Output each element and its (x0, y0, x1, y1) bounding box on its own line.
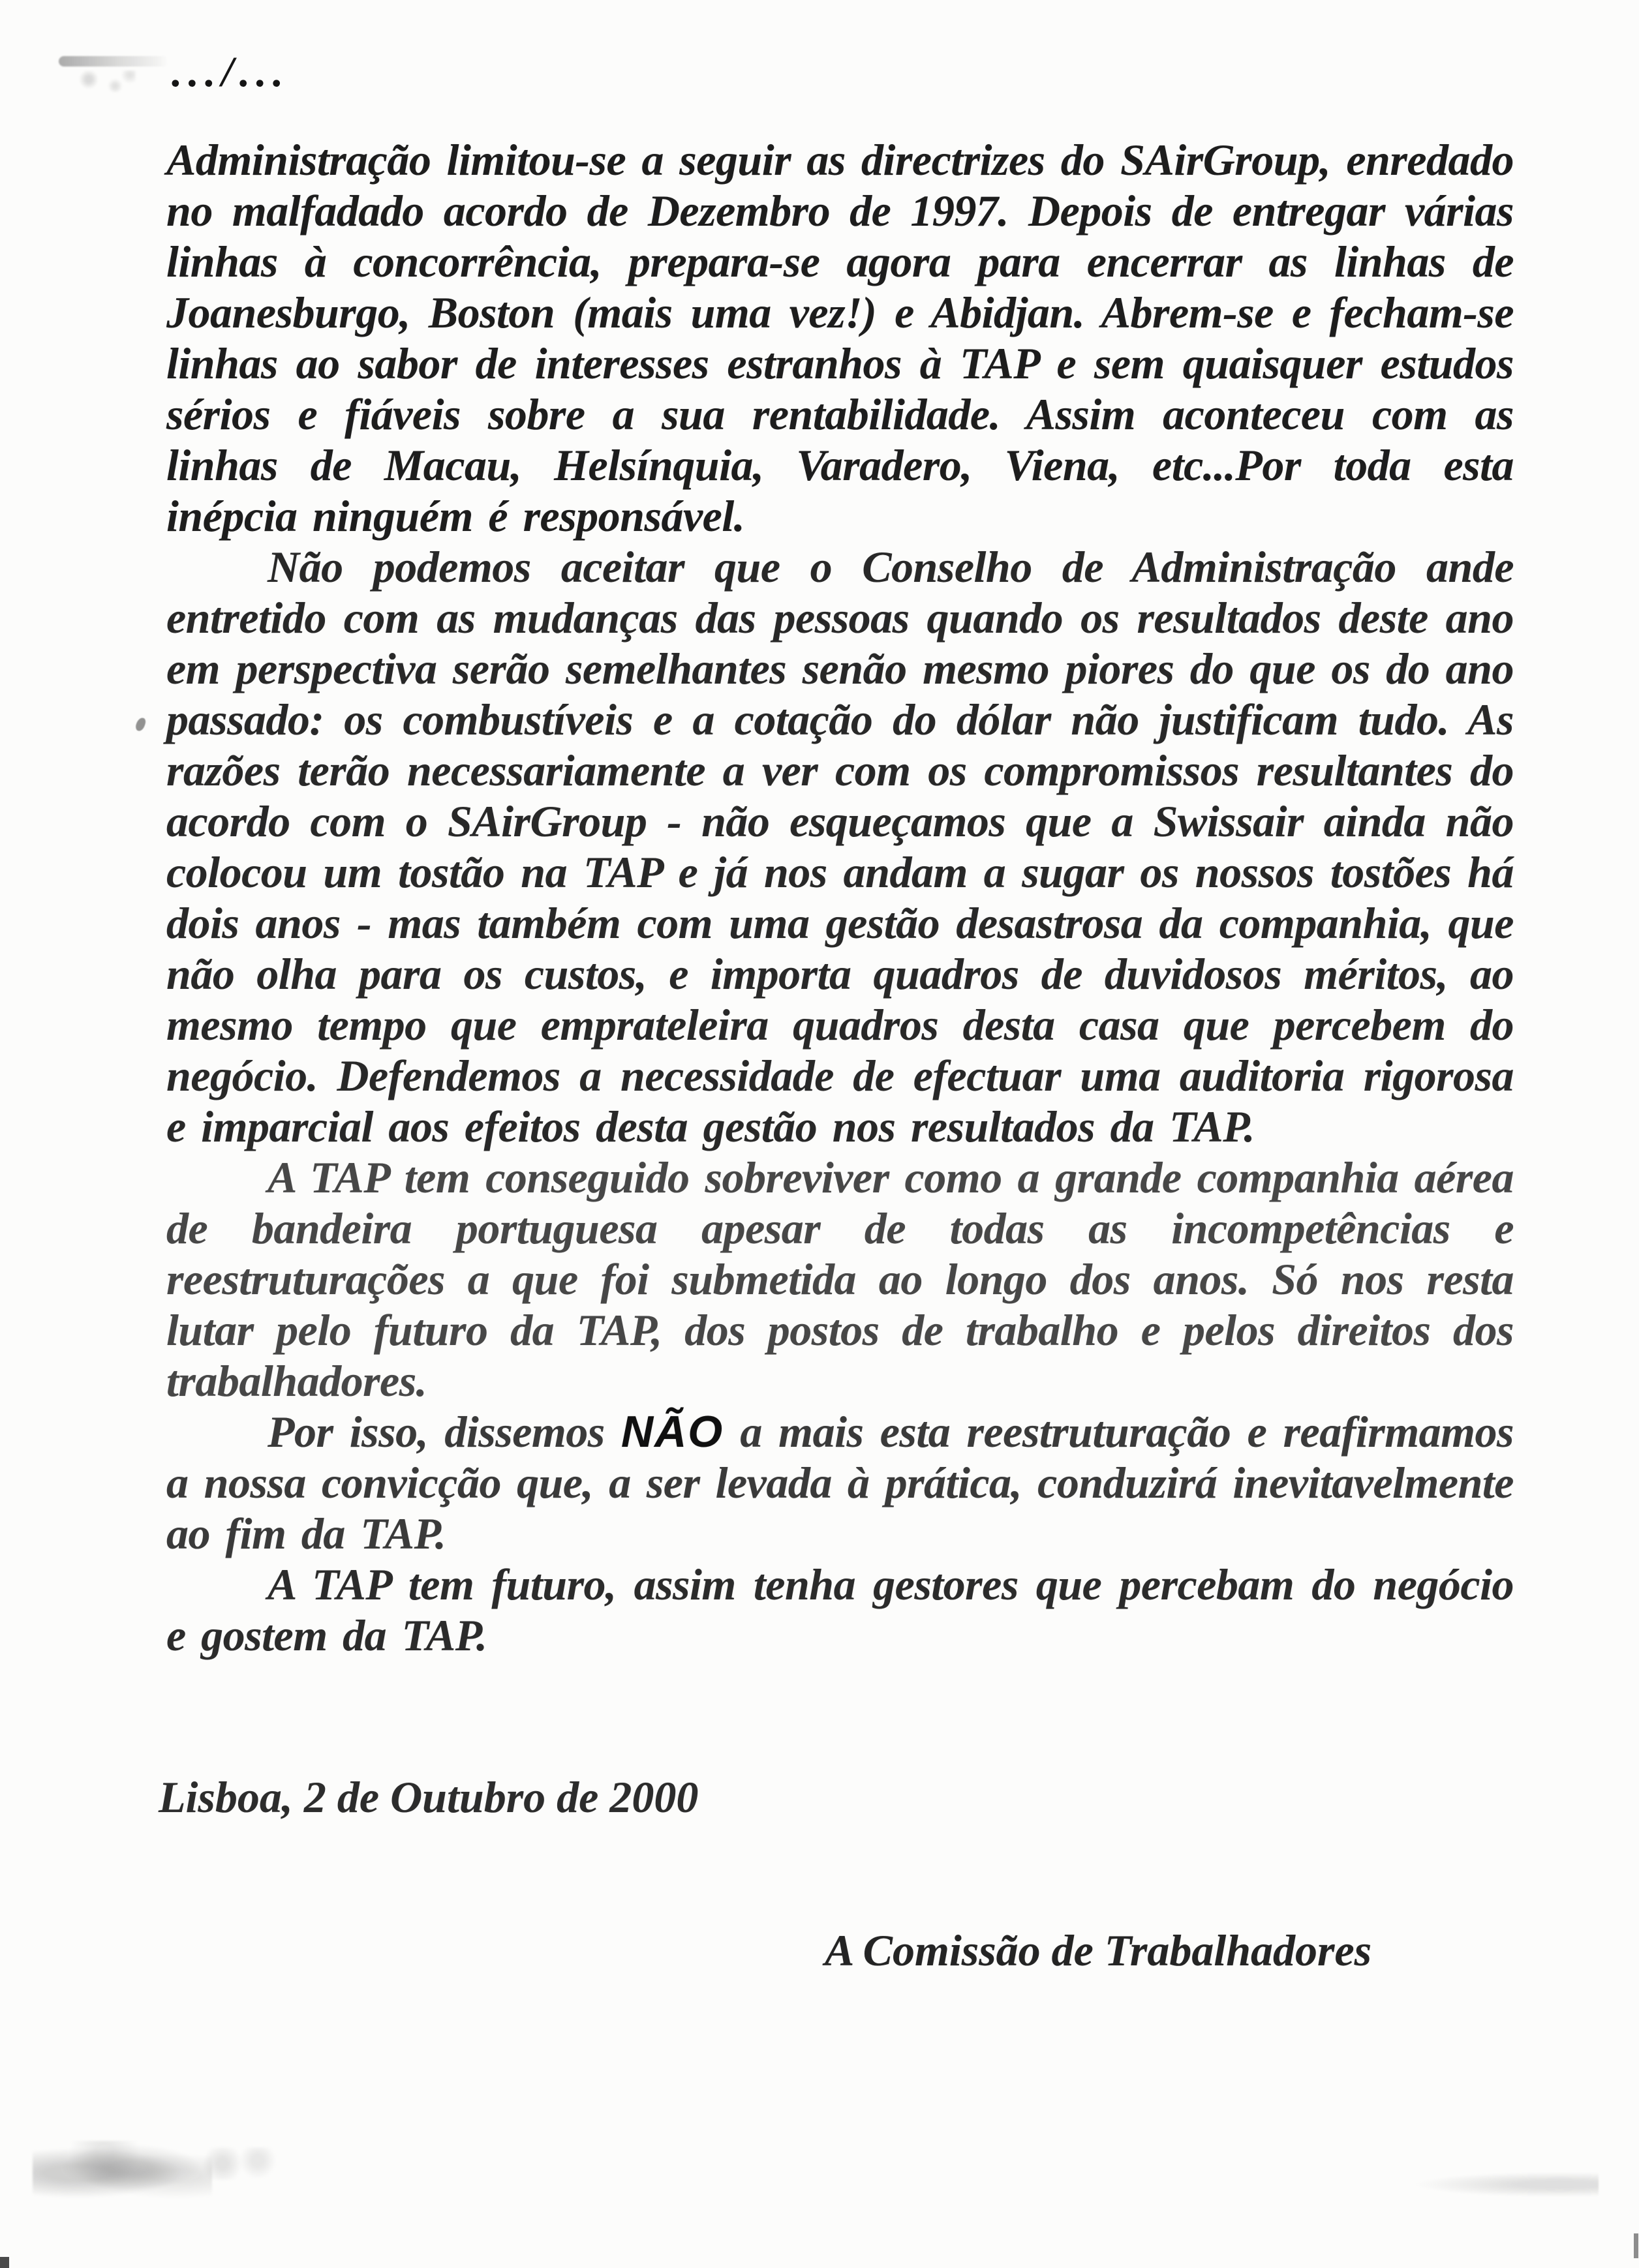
faint-smudge-right-artifact (1403, 2171, 1599, 2198)
continuation-mark: .../... (172, 48, 290, 96)
body-paragraph-5: A TAP tem futuro, assim tenha gestores que percebam do negócio e gostem da TAP. (166, 1560, 1514, 1660)
body-paragraph-2: Não podemos aceitar que o Conselho de Administração ande entretido com as mudanças das pessoas quando os resultados deste ano em perspectiva serão semelhantes senão mesmo piores do que os do ano passado: os combustíveis e a cotação do dólar não justificam tudo. As razões terão necessariamente a ver com os compromissos resultantes do acordo com o SAirGroup - não esqueçamos que a Swissair ainda não colocou um tostão na TAP e já nos andam a sugar os nossos tostões há dois anos - mas também com uma gestão desastrosa da companhia, que não olha para os custos, e importa quadros de duvidosos méritos, ao mesmo tempo que emprateleira quadros desta casa que percebem do negócio. Defendemos a necessidade de efectuar uma auditoria rigorosa e imparcial aos efeitos desta gestão nos resultados da TAP. (166, 542, 1514, 1151)
paragraph-4-lead-text: Por isso, dissemos (268, 1407, 622, 1457)
body-paragraph-3: A TAP tem conseguido sobreviver como a grande companhia aérea de bandeira portuguesa apesar de todas as incompetências e reestruturações a que foi submetida ao longo dos anos. Só nos resta lutar pelo futuro da TAP, dos postos de trabalho e pelos direitos dos trabalhadores. (166, 1153, 1514, 1406)
body-paragraph-1: Administração limitou-se a seguir as directrizes do SAirGroup, enredado no malfadado acordo de Dezembro de 1997. Depois de entregar várias linhas à concorrência, prepara-se agora para encerrar as linhas de Joanesburgo, Boston (mais uma vez!) e Abidjan. Abrem-se e fecham-se linhas ao sabor de interesses estranhos à TAP e sem quaisquer estudos sérios e fiáveis sobre a sua rentabilidade. Assim aconteceu com as linhas de Macau, Helsínquia, Varadero, Viena, etc...Por toda esta inépcia ninguém é responsável. (166, 135, 1514, 541)
stamp-smudge-artifact (33, 2141, 212, 2200)
paragraph-4-tail-text: a mais esta reestruturação e reafirmamos a nossa convicção que, a ser levada à prática, conduzirá inevitavelmente ao fim da TAP. (166, 1407, 1514, 1558)
body-paragraph-4 (166, 1406, 1514, 1559)
corner-mark-artifact (0, 2257, 9, 2268)
nao-emphasis-word: NÃO (621, 1407, 724, 1457)
dateline: Lisboa, 2 de Outubro de 2000 (159, 1772, 699, 1822)
left-margin-speck-artifact (134, 717, 147, 733)
right-edge-mark-artifact (1634, 2233, 1638, 2258)
letter-body (166, 134, 1514, 1661)
signature-line: A Comissão de Trabalhadores (825, 1926, 1372, 1975)
scan-streak-artifact (59, 56, 168, 67)
